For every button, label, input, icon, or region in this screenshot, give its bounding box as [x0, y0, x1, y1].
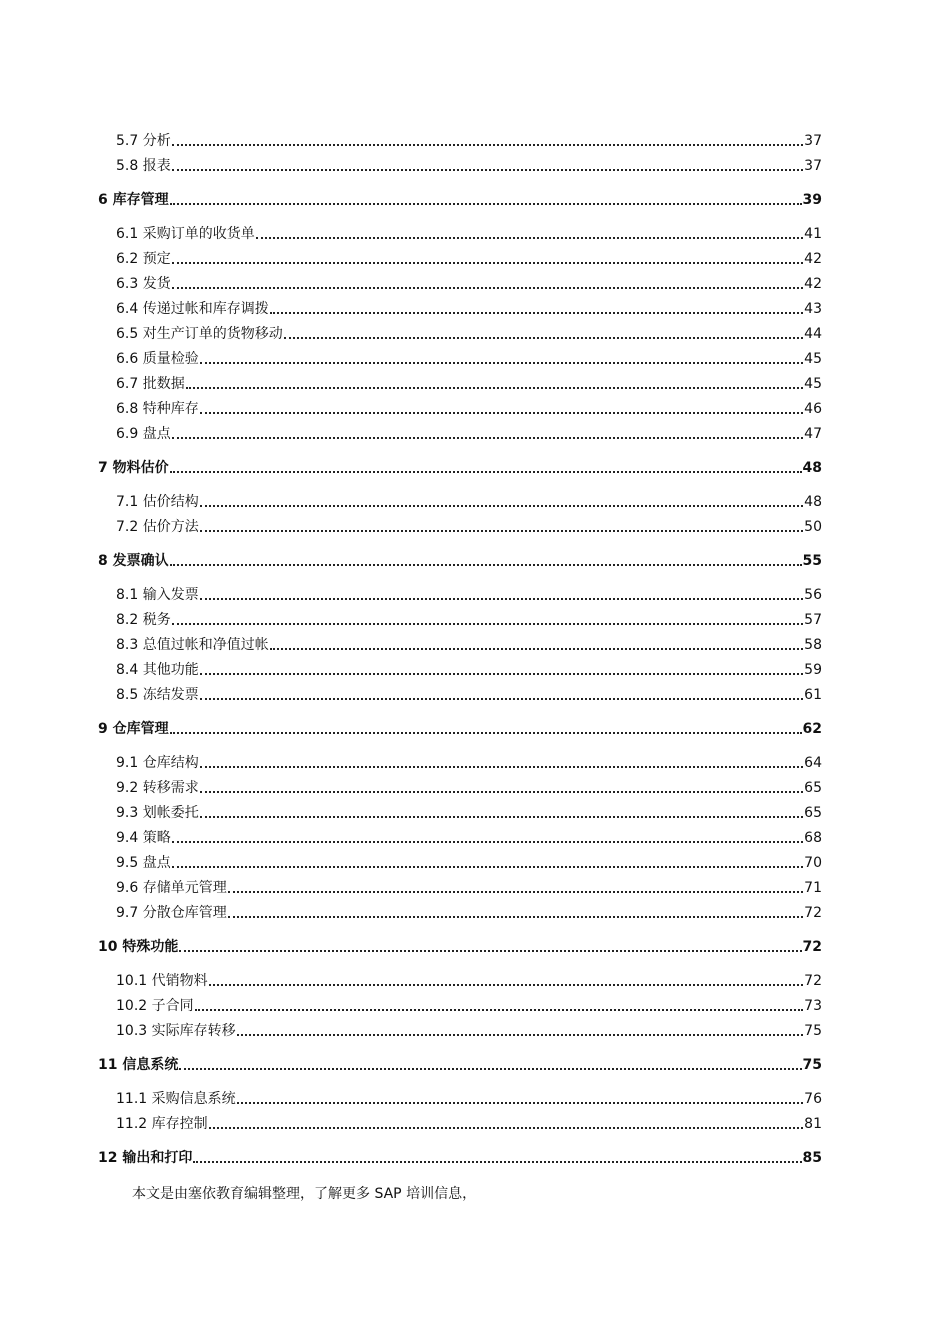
- toc-section-entry[interactable]: [98, 150, 822, 175]
- toc-leader-dots: [209, 1127, 803, 1129]
- table-of-contents: [98, 125, 822, 1167]
- toc-section-entry[interactable]: [98, 897, 822, 922]
- toc-chapter-entry[interactable]: [98, 1142, 822, 1167]
- toc-leader-dots: [200, 816, 803, 818]
- toc-section-entry[interactable]: [98, 368, 822, 393]
- toc-entry-label: 11.2 库存控制: [116, 1116, 208, 1132]
- toc-leader-dots: [179, 1068, 801, 1070]
- toc-entry-label: 8.5 冻结发票: [116, 687, 199, 703]
- toc-section-entry[interactable]: [98, 604, 822, 629]
- toc-leader-dots: [228, 916, 803, 918]
- toc-leader-dots: [237, 1102, 803, 1104]
- toc-leader-dots: [200, 791, 803, 793]
- toc-section-entry[interactable]: [98, 629, 822, 654]
- toc-entry-page-number: 85: [802, 1150, 822, 1166]
- toc-entry-page-number: 75: [802, 1057, 822, 1073]
- toc-entry-page-number: 56: [804, 587, 822, 603]
- toc-entry-label: 9.4 策略: [116, 830, 171, 846]
- toc-section-entry[interactable]: [98, 654, 822, 679]
- toc-leader-dots: [200, 412, 803, 414]
- toc-entry-page-number: 43: [804, 301, 822, 317]
- toc-leader-dots: [170, 564, 802, 566]
- toc-entry-label: 11.1 采购信息系统: [116, 1091, 236, 1107]
- toc-entry-page-number: 44: [804, 326, 822, 342]
- toc-entry-page-number: 46: [804, 401, 822, 417]
- toc-leader-dots: [209, 984, 803, 986]
- toc-entry-page-number: 70: [804, 855, 822, 871]
- toc-leader-dots: [270, 312, 803, 314]
- toc-chapter-entry[interactable]: [98, 931, 822, 956]
- toc-entry-label: 7 物料估价: [98, 460, 169, 476]
- toc-entry-label: 5.7 分析: [116, 133, 171, 149]
- toc-section-entry[interactable]: [98, 418, 822, 443]
- toc-section-entry[interactable]: [98, 797, 822, 822]
- toc-section-entry[interactable]: [98, 218, 822, 243]
- toc-entry-label: 9 仓库管理: [98, 721, 169, 737]
- toc-entry-page-number: 55: [802, 553, 822, 569]
- toc-entry-page-number: 65: [804, 780, 822, 796]
- toc-leader-dots: [200, 598, 803, 600]
- toc-entry-page-number: 58: [804, 637, 822, 653]
- toc-leader-dots: [172, 169, 803, 171]
- toc-section-entry[interactable]: [98, 847, 822, 872]
- toc-chapter-entry[interactable]: [98, 452, 822, 477]
- toc-chapter-entry[interactable]: [98, 713, 822, 738]
- toc-entry-page-number: 50: [804, 519, 822, 535]
- toc-section-entry[interactable]: [98, 747, 822, 772]
- toc-leader-dots: [284, 337, 803, 339]
- toc-leader-dots: [172, 623, 803, 625]
- toc-entry-label: 6.7 批数据: [116, 376, 185, 392]
- toc-section-entry[interactable]: [98, 1015, 822, 1040]
- toc-entry-page-number: 41: [804, 226, 822, 242]
- toc-leader-dots: [172, 437, 803, 439]
- toc-leader-dots: [200, 698, 803, 700]
- toc-leader-dots: [172, 262, 803, 264]
- toc-section-entry[interactable]: [98, 1083, 822, 1108]
- toc-section-entry[interactable]: [98, 243, 822, 268]
- toc-leader-dots: [170, 471, 802, 473]
- toc-section-entry[interactable]: [98, 872, 822, 897]
- toc-entry-page-number: 47: [804, 426, 822, 442]
- footer-note: 本文是由塞依教育编辑整理，了解更多 SAP 培训信息，: [132, 1186, 477, 1202]
- toc-entry-label: 9.5 盘点: [116, 855, 171, 871]
- toc-leader-dots: [172, 841, 803, 843]
- toc-entry-label: 10.3 实际库存转移: [116, 1023, 236, 1039]
- toc-leader-dots: [172, 866, 803, 868]
- toc-entry-label: 8.2 税务: [116, 612, 171, 628]
- toc-leader-dots: [170, 203, 802, 205]
- toc-leader-dots: [186, 387, 803, 389]
- toc-entry-page-number: 76: [804, 1091, 822, 1107]
- toc-entry-label: 9.1 仓库结构: [116, 755, 199, 771]
- toc-leader-dots: [200, 362, 803, 364]
- toc-leader-dots: [237, 1034, 803, 1036]
- toc-entry-page-number: 45: [804, 351, 822, 367]
- toc-section-entry[interactable]: [98, 679, 822, 704]
- toc-leader-dots: [179, 950, 801, 952]
- toc-entry-page-number: 48: [804, 494, 822, 510]
- toc-entry-label: 6 库存管理: [98, 192, 169, 208]
- toc-section-entry[interactable]: [98, 486, 822, 511]
- toc-section-entry[interactable]: [98, 511, 822, 536]
- toc-entry-page-number: 45: [804, 376, 822, 392]
- toc-entry-label: 8.4 其他功能: [116, 662, 199, 678]
- toc-leader-dots: [172, 144, 803, 146]
- toc-entry-label: 10.2 子合同: [116, 998, 194, 1014]
- toc-entry-page-number: 68: [804, 830, 822, 846]
- toc-section-entry[interactable]: [98, 822, 822, 847]
- toc-section-entry[interactable]: [98, 1108, 822, 1133]
- toc-entry-label: 8.3 总值过帐和净值过帐: [116, 637, 269, 653]
- toc-leader-dots: [270, 648, 803, 650]
- toc-entry-page-number: 61: [804, 687, 822, 703]
- toc-entry-page-number: 62: [802, 721, 822, 737]
- toc-entry-label: 8.1 输入发票: [116, 587, 199, 603]
- toc-section-entry[interactable]: [98, 393, 822, 418]
- toc-entry-page-number: 65: [804, 805, 822, 821]
- toc-leader-dots: [170, 732, 802, 734]
- toc-entry-label: 9.7 分散仓库管理: [116, 905, 227, 921]
- toc-leader-dots: [256, 237, 803, 239]
- toc-entry-page-number: 71: [804, 880, 822, 896]
- toc-entry-label: 10 特殊功能: [98, 939, 179, 955]
- toc-section-entry[interactable]: [98, 772, 822, 797]
- toc-entry-page-number: 73: [804, 998, 822, 1014]
- toc-chapter-entry[interactable]: [98, 1049, 822, 1074]
- toc-entry-label: 9.3 划帐委托: [116, 805, 199, 821]
- toc-leader-dots: [228, 891, 803, 893]
- toc-entry-label: 11 信息系统: [98, 1057, 179, 1073]
- toc-entry-label: 7.2 估价方法: [116, 519, 199, 535]
- toc-entry-page-number: 72: [802, 939, 822, 955]
- toc-entry-page-number: 48: [802, 460, 822, 476]
- toc-entry-page-number: 72: [804, 905, 822, 921]
- toc-chapter-entry[interactable]: [98, 184, 822, 209]
- toc-section-entry[interactable]: [98, 343, 822, 368]
- toc-entry-label: 6.4 传递过帐和库存调拨: [116, 301, 269, 317]
- toc-entry-label: 6.5 对生产订单的货物移动: [116, 326, 283, 342]
- toc-entry-label: 8 发票确认: [98, 553, 169, 569]
- toc-leader-dots: [172, 287, 803, 289]
- toc-leader-dots: [193, 1161, 801, 1163]
- toc-entry-page-number: 37: [804, 158, 822, 174]
- toc-entry-page-number: 75: [804, 1023, 822, 1039]
- toc-leader-dots: [200, 673, 803, 675]
- toc-leader-dots: [200, 530, 803, 532]
- toc-entry-page-number: 64: [804, 755, 822, 771]
- toc-entry-page-number: 57: [804, 612, 822, 628]
- toc-section-entry[interactable]: [98, 293, 822, 318]
- toc-entry-page-number: 72: [804, 973, 822, 989]
- toc-chapter-entry[interactable]: [98, 545, 822, 570]
- toc-entry-label: 6.6 质量检验: [116, 351, 199, 367]
- toc-entry-label: 6.8 特种库存: [116, 401, 199, 417]
- toc-entry-label: 5.8 报表: [116, 158, 171, 174]
- toc-entry-page-number: 42: [804, 276, 822, 292]
- toc-section-entry[interactable]: [98, 318, 822, 343]
- toc-leader-dots: [195, 1009, 803, 1011]
- toc-entry-page-number: 42: [804, 251, 822, 267]
- toc-entry-page-number: 81: [804, 1116, 822, 1132]
- toc-section-entry[interactable]: [98, 268, 822, 293]
- toc-section-entry[interactable]: [98, 965, 822, 990]
- toc-section-entry[interactable]: [98, 125, 822, 150]
- toc-leader-dots: [200, 505, 803, 507]
- toc-entry-label: 10.1 代销物料: [116, 973, 208, 989]
- toc-section-entry[interactable]: [98, 579, 822, 604]
- toc-entry-page-number: 59: [804, 662, 822, 678]
- toc-entry-label: 12 输出和打印: [98, 1150, 193, 1166]
- toc-entry-label: 6.1 采购订单的收货单: [116, 226, 255, 242]
- toc-entry-page-number: 37: [804, 133, 822, 149]
- toc-entry-page-number: 39: [802, 192, 822, 208]
- toc-entry-label: 6.3 发货: [116, 276, 171, 292]
- toc-section-entry[interactable]: [98, 990, 822, 1015]
- toc-entry-label: 9.2 转移需求: [116, 780, 199, 796]
- toc-entry-label: 9.6 存储单元管理: [116, 880, 227, 896]
- toc-entry-label: 6.9 盘点: [116, 426, 171, 442]
- toc-entry-label: 6.2 预定: [116, 251, 171, 267]
- toc-leader-dots: [200, 766, 803, 768]
- toc-entry-label: 7.1 估价结构: [116, 494, 199, 510]
